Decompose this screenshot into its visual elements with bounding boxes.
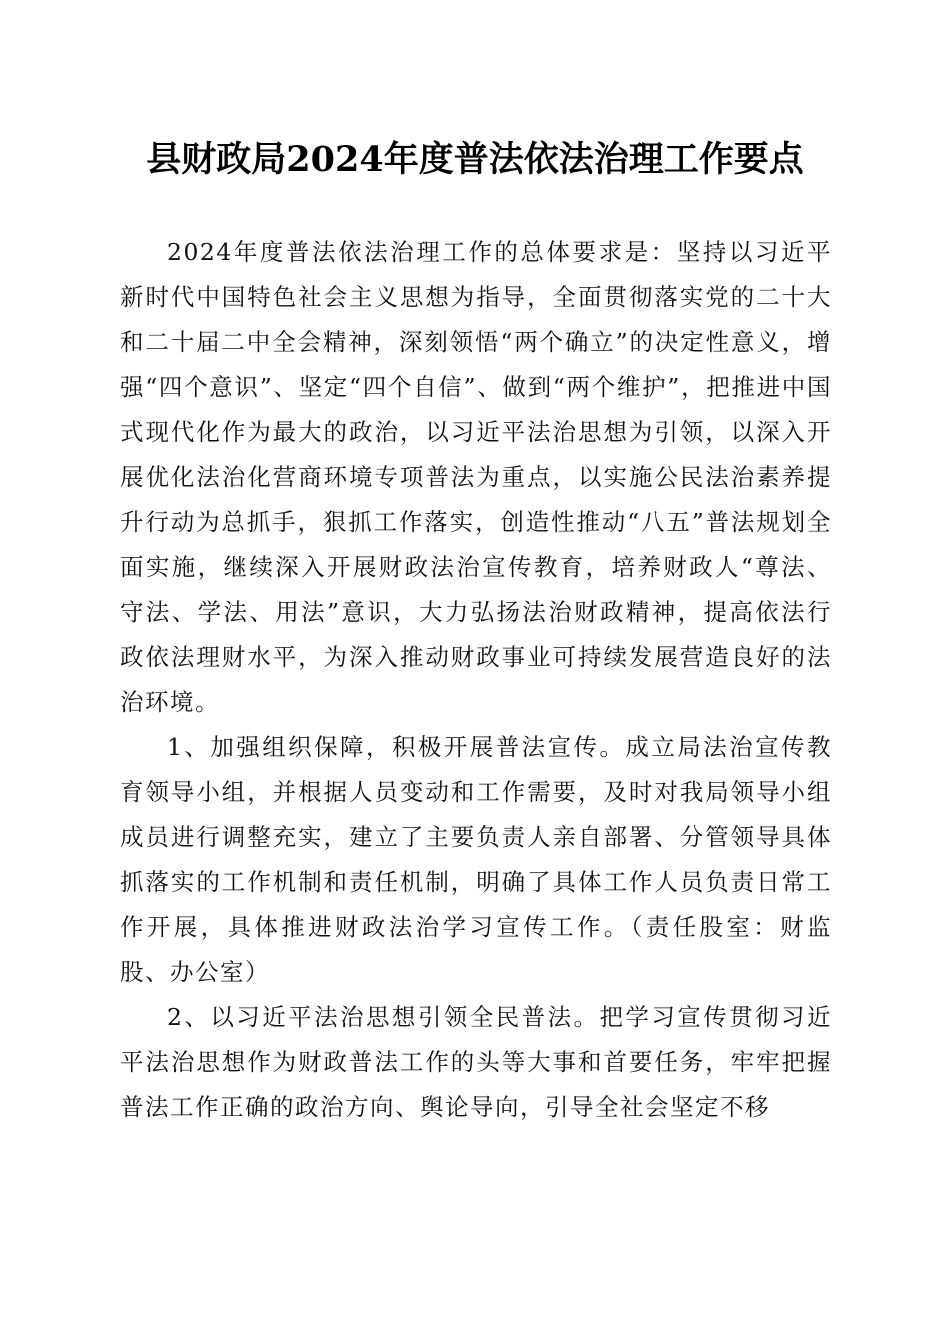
document-title: 县财政局2024年度普法依法治理工作要点 (146, 139, 804, 180)
paragraph-general-requirements: 2024年度普法依法治理工作的总体要求是：坚持以习近平新时代中国特色社会主义思想为指导，全面贯彻落实党的二十大和二十届二中全会精神，深刻领悟“两个确立”的决定性意义，增强“四个意识”、坚定“四个自信”、做到“两个维护”，把推进中国式现代化作为最大的政治，以习近平法治思想为引领，以深入开展优化法治化营商环境专项普法为重点，以实施公民法治素养提升行动为总抓手，狠抓工作落实，创造性推动“八五”普法规划全面实施，继续深入开展财政法治宣传教育，培养财政人“尊法、守法、学法、用法”意识，大力弘扬法治财政精神，提高依法行政依法理财水平，为深入推动财政事业可持续发展营造良好的法治环境。 (120, 238, 832, 716)
document-body (120, 230, 832, 1130)
paragraph-item-2: 2、以习近平法治思想引领全民普法。把学习宣传贯彻习近平法治思想作为财政普法工作的头等大事和首要任务，牢牢把握普法工作正确的政治方向、舆论导向，引导全社会坚定不移 (120, 1003, 832, 1121)
paragraph-item-1: 1、加强组织保障，积极开展普法宣传。成立局法治宣传教育领导小组，并根据人员变动和工作需要，及时对我局领导小组成员进行调整充实，建立了主要负责人亲自部署、分管领导具体抓落实的工作机制和责任机制，明确了具体工作人员负责日常工作开展，具体推进财政法治学习宣传工作。（责任股室：财监股、办公室） (120, 733, 832, 986)
